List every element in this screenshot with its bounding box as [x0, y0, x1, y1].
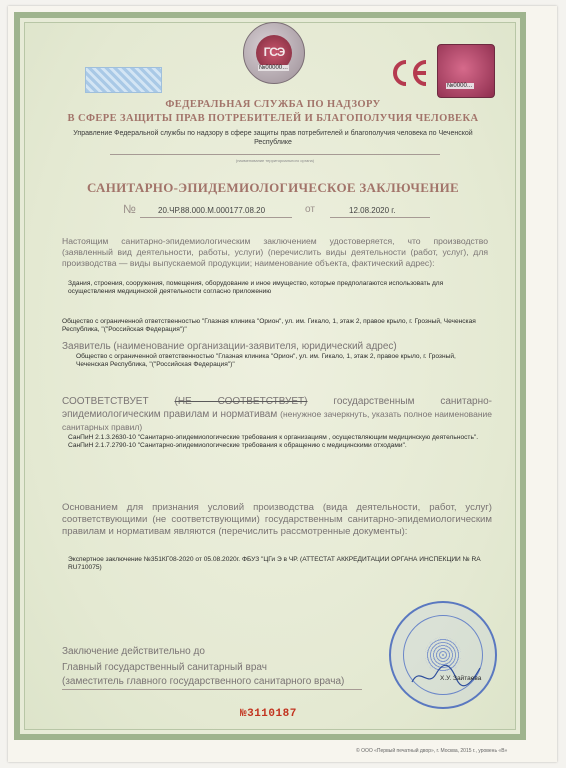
basis-text: Экспертное заключение №351КГ08-2020 от 05.08.2020г. ФБУЗ "ЦГи Э в ЧР. (АТТЕСТАТ АККРЕДИТАЦИИ ОРГАНА ИНСПЕКЦИИ № RA RU710075) [68, 556, 481, 571]
rospotrebnadzor-emblem: ГСЭ №00000… [243, 22, 305, 84]
date-label: от [305, 204, 315, 215]
conformity-statement [62, 396, 492, 434]
agency-heading [40, 98, 506, 126]
number-underline [140, 217, 292, 218]
certificate-number: 20.ЧР.88.000.М.000177.08.20 [158, 206, 266, 215]
form-serial-number: №3110187 [240, 708, 297, 720]
signer-underline [62, 689, 362, 690]
document-title: САНИТАРНО-ЭПИДЕМИОЛОГИЧЕСКОЕ ЗАКЛЮЧЕНИЕ [87, 180, 459, 195]
signer-title: Главный государственный санитарный врач [62, 662, 267, 673]
rules-text: СанПиН 2.1.3.2630-10 "Санитарно-эпидемиологические требования к организациям , осуществляющим медицинскую деятельность". СанПиН 2.1.7.2790-10 "Санитарно-эпидемиологические требования к обращению с медицинскими отходами". [68, 434, 479, 449]
conformity-rest: государственным санитарно-эпидемиологическим правилам и нормативам [62, 396, 493, 420]
conformity-note: (ненужное зачеркнуть, указать полное наименование санитарных правил) [62, 409, 492, 432]
agency-line-1: ФЕДЕРАЛЬНАЯ СЛУЖБА ПО НАДЗОРУ [165, 99, 381, 110]
printer-imprint: © ООО «Первый печатный двор», г. Москва, 2015 г., уровень «В» [356, 748, 508, 754]
hologram-strip [85, 67, 162, 93]
object-text: Общество с ограниченной ответственностью "Глазная клиника "Орион", ул. им. Гикало, 1, этаж 2, правое крыло, г. Грозный, Чеченская Республика, "("Российская Федерация")" [62, 318, 476, 333]
conformity-word: СООТВЕТСТВУЕТ [62, 396, 149, 407]
applicant-label: Заявитель (наименование организации-заявителя, юридический адрес) [62, 341, 397, 352]
certificate-date: 12.08.2020 г. [349, 206, 396, 215]
hologram-serial: №0000… [447, 83, 473, 89]
department-name: Управление Федеральной службы по надзору в сфере защиты прав потребителей и благополучия человека по Чеченской Республике [73, 130, 473, 146]
applicant-text: Общество с ограниченной ответственностью "Глазная клиника "Орион", ул. им. Гикало, 1, этаж 2, правое крыло, г. Грозный, Чеченская Республика, "("Российская Федерация")" [76, 353, 456, 368]
validity-label: Заключение действительно до [62, 646, 205, 657]
signer-name: Х.У. Зайтаева [440, 675, 482, 682]
basis-paragraph: Основанием для признания условий производства (вида деятельности, работ, услуг) соответствующими (не соответствующими) государственным санитарно-эпидемиологическим правилам и нормативам являются (перечислить рассмотренные документы): [62, 502, 492, 537]
emblem-serial: №00000… [259, 65, 289, 71]
conformity-mark-icon [388, 56, 434, 90]
department-underline [110, 154, 440, 155]
signer-subtitle: (заместитель главного государственного санитарного врача) [62, 676, 345, 687]
activity-text: Здания, строения, сооружения, помещения, оборудование и иное имущество, которые предполагаются использовать для осуществления медицинской деятельности согласно приложению [68, 280, 444, 295]
date-underline [330, 217, 430, 218]
security-hologram [437, 44, 495, 98]
official-seal [389, 601, 497, 709]
intro-paragraph: Настоящим санитарно-эпидемиологическим заключением удостоверяется, что производство (заявленный вид деятельности, работы, услуги) (перечислить виды деятельности (работ, услуг), для производства — виды выпускаемой продукции; наименование объекта, фактический адрес): [62, 236, 488, 268]
agency-line-2: В СФЕРЕ ЗАЩИТЫ ПРАВ ПОТРЕБИТЕЛЕЙ И БЛАГОПОЛУЧИЯ ЧЕЛОВЕКА [67, 113, 479, 124]
conformity-struck: (НЕ СООТВЕТСТВУЕТ) [174, 396, 308, 407]
number-sign: № [123, 202, 136, 216]
department-caption: (наименование территориального органа) [235, 158, 315, 163]
